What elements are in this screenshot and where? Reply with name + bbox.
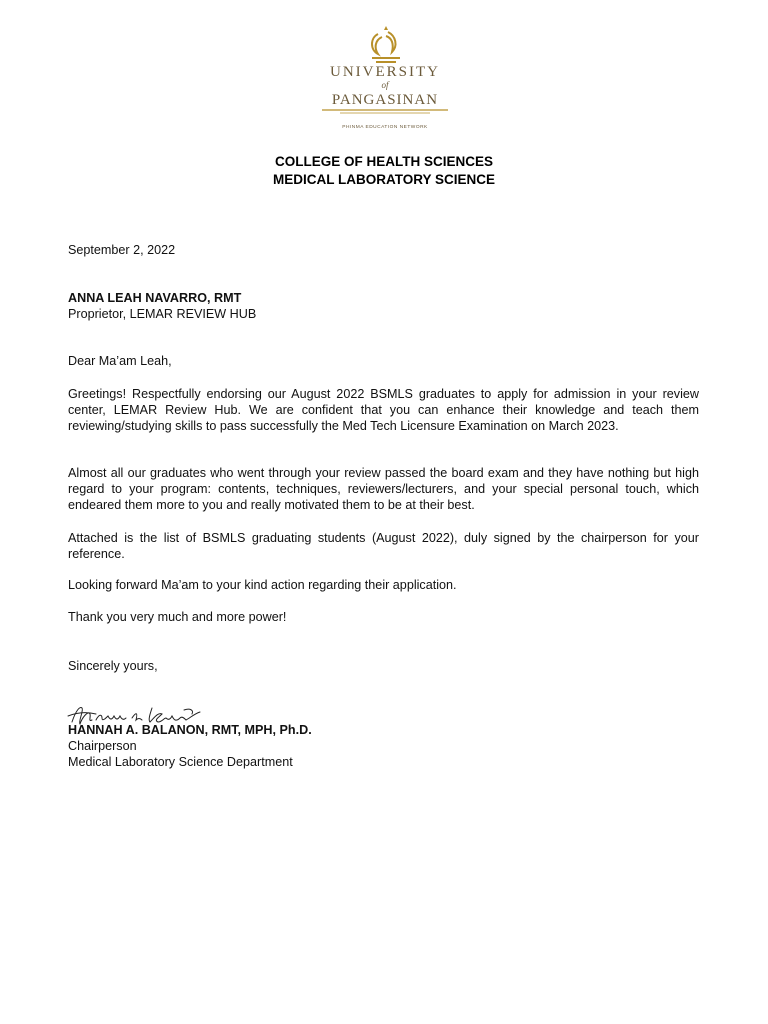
recipient-title: Proprietor, LEMAR REVIEW HUB	[68, 307, 257, 321]
university-logo	[300, 24, 470, 136]
paragraph-3: Attached is the list of BSMLS graduating students (August 2022), duly signed by the chairperson for your reference.	[68, 531, 699, 561]
logo-line-of: of	[381, 80, 389, 90]
signer-position: Chairperson	[68, 739, 137, 753]
recipient-block	[68, 290, 699, 322]
letter-heading	[0, 153, 768, 189]
closing: Sincerely yours,	[68, 659, 158, 673]
department-title: MEDICAL LABORATORY SCIENCE	[272, 172, 496, 187]
college-title: COLLEGE OF HEALTH SCIENCES	[274, 154, 493, 169]
signer-department: Medical Laboratory Science Department	[68, 755, 293, 769]
signer-name: HANNAH A. BALANON, RMT, MPH, Ph.D.	[68, 723, 312, 737]
signer-block	[68, 722, 699, 770]
logo-line-pangasinan: PANGASINAN	[331, 92, 439, 108]
paragraph-4: Looking forward Ma’am to your kind action regarding their application.	[68, 578, 457, 592]
logo-tagline: PHINMA EDUCATION NETWORK	[342, 125, 428, 130]
recipient-name: ANNA LEAH NAVARRO, RMT	[68, 291, 242, 305]
logo-line-university: UNIVERSITY	[330, 64, 440, 80]
paragraph-5: Thank you very much and more power!	[68, 610, 287, 624]
paragraph-2: Almost all our graduates who went through your review passed the board exam and they have nothing but high regard to your program: contents, techniques, reviewers/lecturers, and your special personal touch, which endeared them more to you and really motivated them to be at their best.	[68, 466, 699, 512]
paragraph-1: Greetings! Respectfully endorsing our August 2022 BSMLS graduates to apply for admission in your review center, LEMAR Review Hub. We are confident that you can enhance their knowledge and teach them reviewing/studying skills to pass successfully the Med Tech Licensure Examination on March 2023.	[68, 387, 699, 433]
salutation: Dear Ma’am Leah,	[68, 354, 172, 368]
university-crest-icon	[300, 24, 470, 136]
letter-date: September 2, 2022	[68, 243, 176, 257]
